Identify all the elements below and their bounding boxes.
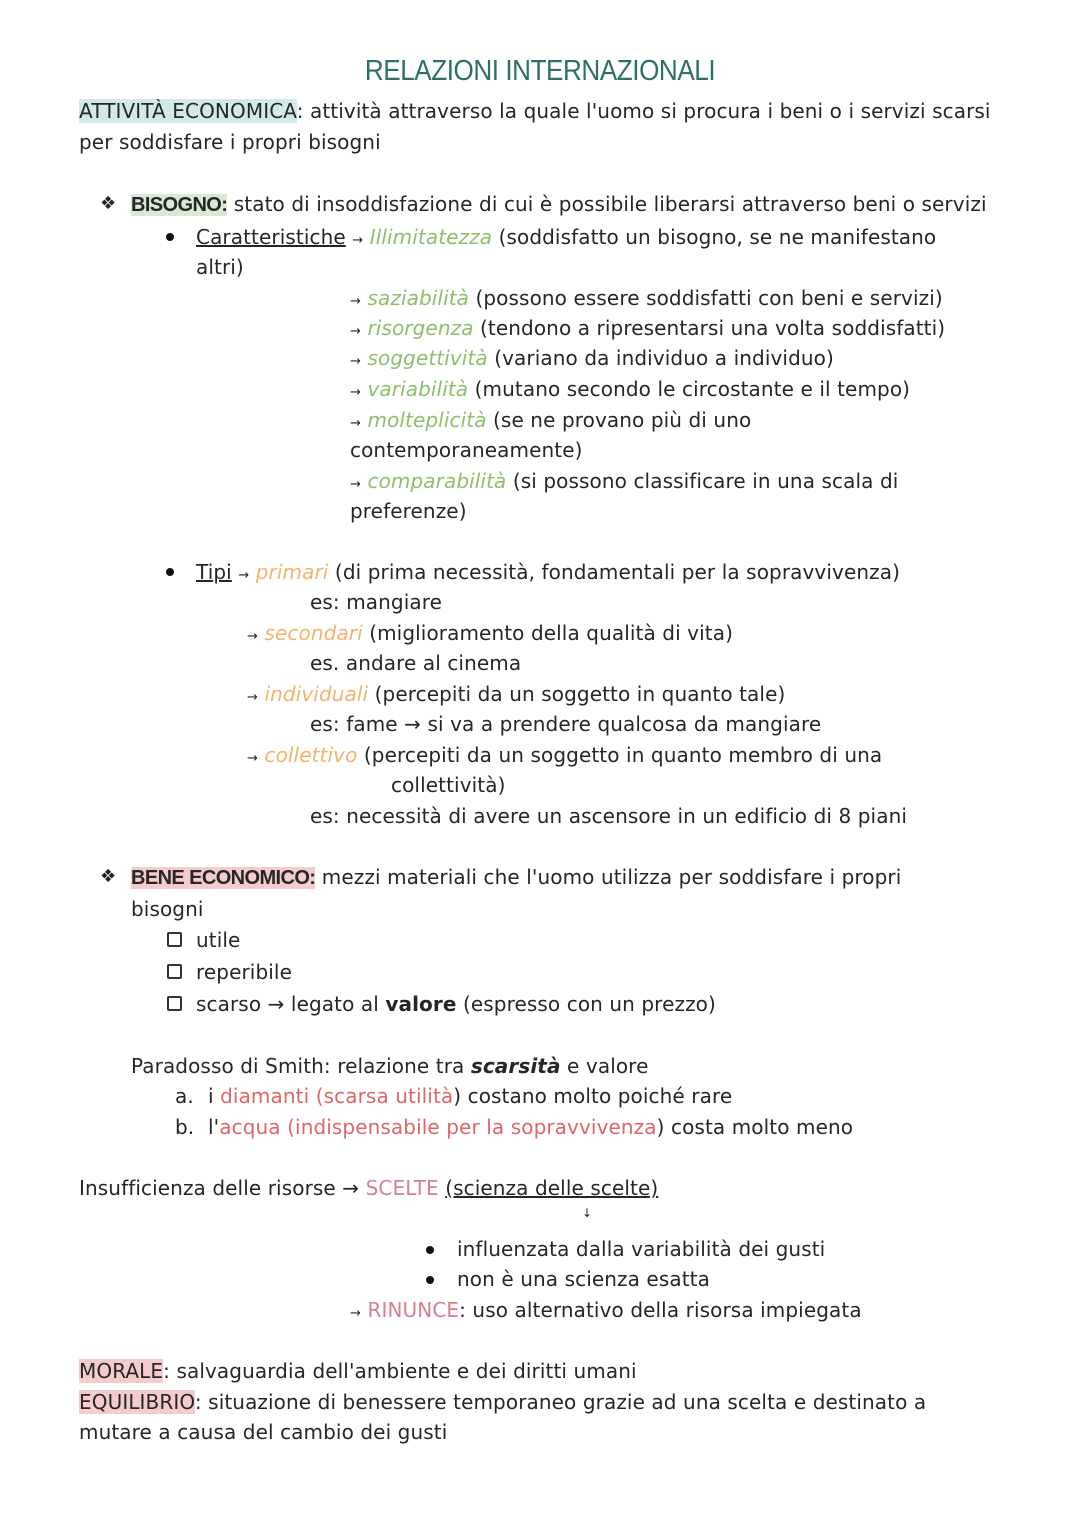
caratteristica-desc: (soddisfatto un bisogno, se ne manifestano — [492, 225, 937, 249]
attivita-line-1 — [79, 96, 991, 126]
caratteristica-term: variabilità — [367, 377, 469, 401]
checkbox-icon — [167, 932, 182, 947]
arrow-right-icon: → — [352, 233, 364, 248]
equilibrio-text-2: mutare a causa del cambio dei gusti — [79, 1420, 448, 1444]
bullet-dot-icon — [166, 233, 174, 241]
tipo-term: primari — [255, 560, 329, 584]
tipi-label: Tipi — [196, 560, 232, 584]
rinunce-term: RINUNCE — [367, 1298, 460, 1322]
diamanti-text: diamanti — [220, 1084, 310, 1108]
tipo-example: es: necessità di avere un ascensore in un edificio di 8 piani — [310, 804, 907, 828]
check-item-scarso — [196, 989, 716, 1019]
caratteristica-term: molteplicità — [367, 408, 487, 432]
arrow-right-icon: → — [350, 385, 361, 400]
paren-open: ( — [280, 1115, 296, 1139]
scelte-text: SCELTE — [365, 1176, 439, 1200]
bullet-dot-icon — [166, 568, 174, 576]
caratteristiche-label: Caratteristiche — [196, 225, 346, 249]
prezzo-text: (espresso con un prezzo) — [456, 992, 716, 1016]
arrow-right-icon: → — [247, 751, 258, 766]
caratteristica-item — [350, 466, 898, 500]
caratteristica-desc: (possono essere soddisfatti con beni e servizi) — [469, 286, 943, 310]
scelte-bullet-1: influenzata dalla variabilità dei gusti — [457, 1237, 826, 1261]
tipo-example: es: mangiare — [310, 590, 443, 614]
item-b-text: l' — [208, 1115, 220, 1139]
arrow-right-icon: → — [350, 354, 361, 369]
acqua-text: acqua — [219, 1115, 281, 1139]
caratteristica-desc: (se ne provano più di uno — [486, 408, 752, 432]
bisogno-term: BISOGNO: — [131, 194, 228, 216]
caratteristica-desc: (mutano secondo le circostante e il tempo) — [468, 377, 911, 401]
tipo-cont: collettività) — [391, 773, 506, 797]
bene-text-2: bisogni — [131, 897, 204, 921]
list-item-b — [208, 1112, 853, 1142]
bisogno-text: stato di insoddisfazione di cui è possibile liberarsi attraverso beni o servizi — [227, 192, 987, 216]
caratteristica-item — [350, 343, 834, 377]
scarsa-utilita-text: scarsa utilità — [323, 1084, 454, 1108]
page-title: RELAZIONI INTERNAZIONALI — [364, 55, 716, 87]
bene-line — [131, 862, 901, 893]
tipo-item — [247, 618, 733, 652]
caratteristiche-line — [196, 222, 936, 256]
caratteristica-item — [350, 283, 943, 317]
arrow-right-icon: → — [350, 416, 361, 431]
caratteristica-desc: (tendono a ripresentarsi una volta soddisfatti) — [473, 316, 946, 340]
smith-text: Paradosso di Smith: relazione tra — [131, 1054, 471, 1078]
caratteristica-item — [350, 313, 945, 347]
caratteristica-term: soggettività — [367, 346, 488, 370]
diamond-bullet-icon: ❖ — [100, 866, 117, 887]
arrow-right-icon: → — [238, 568, 250, 583]
diamond-bullet-icon: ❖ — [100, 193, 117, 214]
tipo-item — [247, 679, 785, 713]
list-label-b: b. — [175, 1115, 195, 1139]
caratteristica-desc: (si possono classificare in una scala di — [506, 469, 899, 493]
caratteristica-term: comparabilità — [367, 469, 507, 493]
item-a-end: ) costano molto poiché rare — [453, 1084, 733, 1108]
indispensabile-text: indispensabile per la sopravvivenza — [295, 1115, 657, 1139]
tipi-line — [196, 557, 900, 591]
checkbox-icon — [167, 964, 182, 979]
caratteristica-term: Illimitatezza — [369, 225, 493, 249]
arrow-right-icon: → — [247, 629, 258, 644]
bisogno-line — [131, 189, 987, 220]
list-label-a: a. — [175, 1084, 194, 1108]
tipo-desc: (percepiti da un soggetto in quanto tale) — [368, 682, 786, 706]
tipo-term: collettivo — [264, 743, 358, 767]
caratteristica-cont: preferenze) — [350, 499, 467, 523]
list-item-a — [208, 1081, 732, 1111]
tipo-desc: (miglioramento della qualità di vita) — [362, 621, 733, 645]
arrow-right-icon: → — [350, 477, 361, 492]
risorse-text: Insufficienza delle risorse → — [79, 1176, 366, 1200]
tipo-desc: (percepiti da un soggetto in quanto membro di una — [357, 743, 883, 767]
rinunce-line — [350, 1295, 862, 1329]
arrow-right-icon: → — [247, 690, 258, 705]
tipo-example: es: fame → si va a prendere qualcosa da mangiare — [310, 712, 822, 736]
rinunce-text: : uso alternativo della risorsa impiegata — [459, 1298, 862, 1322]
smith-end: e valore — [560, 1054, 649, 1078]
tipo-desc: (di prima necessità, fondamentali per la sopravvivenza) — [328, 560, 900, 584]
scarso-text: scarso → legato al — [196, 992, 386, 1016]
smith-line — [131, 1051, 648, 1081]
equilibrio-text-1: : situazione di benessere temporaneo grazie ad una scelta e destinato a — [194, 1390, 927, 1414]
attivita-term: ATTIVITÀ ECONOMICA — [79, 99, 297, 123]
caratteristica-term: saziabilità — [367, 286, 470, 310]
caratteristiche-cont: altri) — [196, 255, 244, 279]
item-b-end: ) costa molto meno — [656, 1115, 854, 1139]
item-a-text: i — [208, 1084, 221, 1108]
caratteristica-item — [350, 405, 751, 439]
tipo-item — [247, 740, 882, 774]
morale-term: MORALE — [79, 1359, 164, 1383]
caratteristica-term: risorgenza — [367, 316, 474, 340]
morale-line — [79, 1356, 637, 1386]
arrow-right-icon: → — [350, 1306, 361, 1321]
bene-term: BENE ECONOMICO: — [131, 867, 316, 889]
morale-text: : salvaguardia dell'ambiente e dei diritti umani — [163, 1359, 637, 1383]
equilibrio-term: EQUILIBRIO — [79, 1390, 195, 1414]
check-item-reperibile: reperibile — [196, 960, 292, 984]
arrow-down-icon: ↓ — [582, 1206, 593, 1220]
bullet-dot-icon — [426, 1276, 434, 1284]
scienza-scelte-text: (scienza delle scelte) — [445, 1176, 659, 1200]
paren-open: ( — [309, 1084, 324, 1108]
caratteristica-cont: contemporaneamente) — [350, 438, 583, 462]
check-item-utile: utile — [196, 928, 241, 952]
attivita-line-2: per soddisfare i propri bisogni — [79, 130, 381, 154]
scarsita-text: scarsità — [470, 1054, 561, 1078]
risorse-line — [79, 1173, 658, 1203]
arrow-right-icon: → — [350, 294, 361, 309]
equilibrio-line — [79, 1387, 926, 1417]
tipo-term: individuali — [264, 682, 369, 706]
tipo-term: secondari — [264, 621, 363, 645]
caratteristica-desc: (variano da individuo a individuo) — [487, 346, 834, 370]
bene-text-1: mezzi materiali che l'uomo utilizza per soddisfare i propri — [315, 865, 902, 889]
bullet-dot-icon — [426, 1246, 434, 1254]
caratteristica-item — [350, 374, 910, 408]
attivita-text-1: : attività attraverso la quale l'uomo si procura i beni o i servizi scarsi — [296, 99, 991, 123]
checkbox-icon — [167, 996, 182, 1011]
arrow-right-icon: → — [350, 324, 361, 339]
valore-text: valore — [385, 992, 457, 1016]
scelte-bullet-2: non è una scienza esatta — [457, 1267, 710, 1291]
tipo-example: es. andare al cinema — [310, 651, 522, 675]
